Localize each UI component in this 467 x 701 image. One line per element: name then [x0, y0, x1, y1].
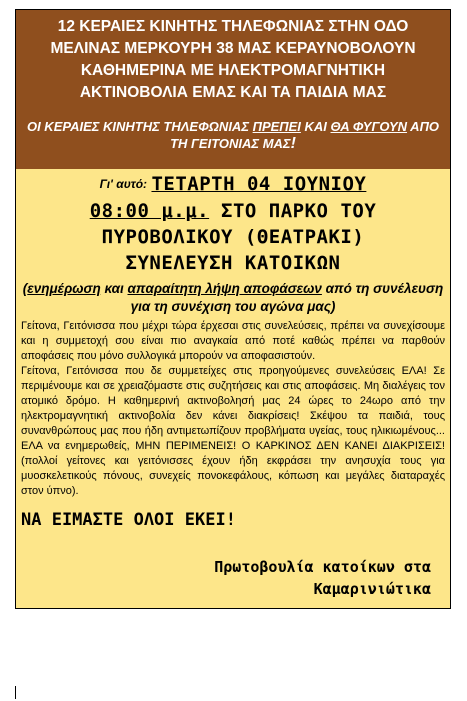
meeting-prefix: Γι' αυτό:: [99, 177, 148, 191]
subheadline: [20, 118, 446, 152]
meeting-date: ΤΕΤΑΡΤΗ 04 ΙΟΥΝΙΟΥ: [151, 173, 367, 195]
meeting-title: ΣΥΝΕΛΕΥΣΗ ΚΑΤΟΙΚΩΝ: [125, 252, 341, 274]
sub-exclamation: !: [290, 135, 296, 152]
meeting-block: [16, 169, 450, 319]
note-text: (: [22, 281, 28, 296]
signature-line: Καμαρινιώτικα: [313, 580, 431, 598]
signature-line: Πρωτοβουλία κατοίκων στα: [214, 558, 431, 576]
headline-line: ΚΑΘΗΜΕΡΙΝΑ ΜΕ ΗΛΕΚΤΡΟΜΑΓΝΗΤΙΚΗ: [80, 62, 386, 79]
note-text: από τη συνέλευση για τη συνέχιση του αγώνα μας): [130, 281, 444, 314]
paragraph-returning-neighbors: Γείτονα, Γειτόνισσα που μέχρι τώρα έρχεσαι στις συνελεύσεις, πρέπει να συνεχίσουμε και η συμμετοχή σου είναι πιο αναγκαία από ποτέ καθώς πρέπει να παρθούν αποφάσεις που μόνο συλλογικά μπορούν να αποφασιστούν.: [21, 320, 445, 362]
rally-call: ΝΑ ΕΙΜΑΣΤΕ ΟΛΟΙ ΕΚΕΙ!: [21, 510, 236, 530]
signature: [21, 556, 445, 600]
sub-emphasis: ΘΑ ΦΥΓΟΥΝ: [330, 119, 408, 134]
note-emphasis: απαραίτητη λήψη αποφάσεων: [127, 281, 322, 296]
sub-text: ΚΑΙ: [300, 119, 331, 134]
meeting-date-row: [20, 171, 446, 198]
sub-text: ΑΠΟ ΤΗ ΓΕΙΤΟΝΙΑΣ ΜΑΣ: [170, 119, 440, 151]
sub-text: ΟΙ ΚΕΡΑΙΕΣ ΚΙΝΗΤΗΣ ΤΗΛΕΦΩΝΙΑΣ: [26, 119, 253, 134]
flyer: [15, 9, 451, 609]
meeting-time: 08:00 μ.μ.: [89, 200, 210, 222]
meeting-place-detail: ΠΥΡΟΒΟΛΙΚΟΥ (ΘΕΑΤΡΑΚΙ): [101, 226, 365, 248]
meeting-note: [20, 280, 446, 316]
headline-line: ΜΕΛΙΝΑΣ ΜΕΡΚΟΥΡΗ 38 ΜΑΣ ΚΕΡΑΥΝΟΒΟΛΟΥΝ: [50, 40, 416, 57]
meeting-place: ΣΤΟ ΠΑΡΚΟ ΤΟΥ: [209, 200, 377, 222]
headline: [20, 16, 446, 104]
header-banner: [16, 10, 450, 169]
body-text: [16, 319, 450, 608]
headline-line: 12 ΚΕΡΑΙΕΣ ΚΙΝΗΤΗΣ ΤΗΛΕΦΩΝΙΑΣ ΣΤΗΝ ΟΔΟ: [57, 18, 409, 35]
headline-line: ΑΚΤΙΝΟΒΟΛΙΑ ΕΜΑΣ ΚΑΙ ΤΑ ΠΑΙΔΙΑ ΜΑΣ: [79, 84, 387, 101]
note-emphasis: ενημέρωση: [27, 281, 101, 296]
text-cursor: [15, 686, 16, 699]
note-text: και: [100, 281, 128, 296]
sub-emphasis: ΠΡΕΠΕΙ: [252, 119, 301, 134]
meeting-time-row: [20, 198, 446, 224]
paragraph-new-neighbors: Γείτονα, Γειτόνισσα που δε συμμετείχες στις προηγούμενες συνελεύσεις ΕΛΑ! Σε περιμένουμε και σε χρειαζόμαστε στις συζητήσεις και στις αποφάσεις. Μη διαλέγεις τον ατομικό δρόμο. Η καθημερινή ακτινοβολησή μας 24 ώρες το 24ωρο από την ηλεκτρομαγνητική ακτινοβολία δεν κάνει διακρίσεις! Σκέψου τα παιδιά, τους συνανθρώπους μας που ήδη αντιμετωπίζουν προβλήματα υγείας, τους ηλικιωμένους... ΕΛΑ να ενημερωθείς, ΜΗΝ ΠΕΡΙΜΕΝΕΙΣ! Ο ΚΑΡΚΙΝΟΣ ΔΕΝ ΚΑΝΕΙ ΔΙΑΚΡΙΣΕΙΣ! (πολλοί γείτονες και γειτόνισσες έχουν ήδη εκφράσει την ανησυχία τους για μυοσκελετικούς πόνους, συνεχείς πονοκεφάλους, κόπωση και μεγάλες διαταραχές στον ύπνο).: [21, 365, 445, 497]
